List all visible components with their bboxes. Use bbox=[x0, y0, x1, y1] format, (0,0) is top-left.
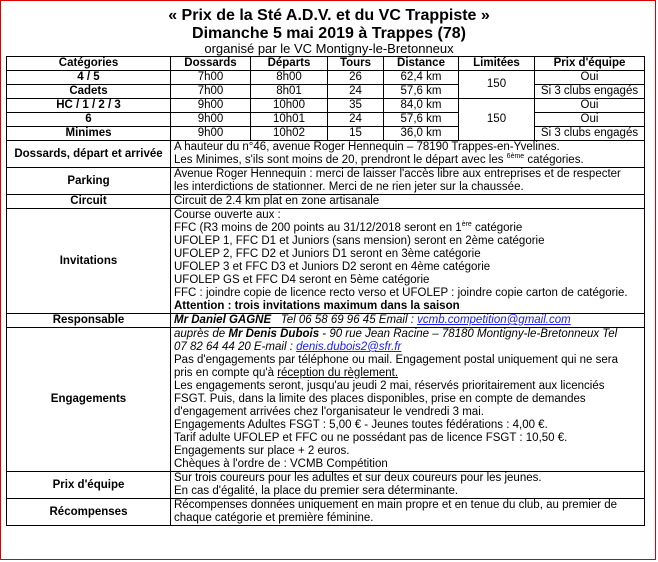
race-category: 4 / 5 bbox=[7, 71, 171, 85]
recompenses-line: chaque catégorie et première féminine. bbox=[174, 512, 374, 524]
responsable-content bbox=[171, 314, 645, 328]
col-prix-equipe: Prix d'équipe bbox=[535, 57, 645, 71]
race-prix: Oui bbox=[535, 99, 645, 113]
dossards-content bbox=[171, 141, 645, 168]
race-dossards: 9h00 bbox=[171, 113, 251, 127]
responsable-label: Responsable bbox=[7, 314, 171, 328]
parking-line-2: les interdictions de stationner. Merci de ne rien jeter sur la chaussée. bbox=[174, 181, 524, 193]
prix-equipe-line: Sur trois coureurs pour les adultes et sur deux coureurs pour les jeunes. bbox=[174, 472, 542, 484]
invitations-content bbox=[171, 209, 645, 314]
engagements-address: auprès de Mr Denis Dubois - 90 rue Jean Racine – 78180 Montigny-le-Bretonneux Tel bbox=[174, 328, 618, 340]
invitations-row bbox=[7, 209, 645, 314]
responsable-name: Mr Daniel GAGNE bbox=[174, 314, 272, 326]
parking-content bbox=[171, 168, 645, 195]
race-distance: 36,0 km bbox=[384, 127, 459, 141]
engagements-line: pris en compte qu'à réception du règlement. bbox=[174, 367, 399, 379]
engagements-email-link[interactable]: denis.dubois2@sfr.fr bbox=[296, 341, 402, 353]
race-tours: 35 bbox=[328, 99, 384, 113]
race-tours: 26 bbox=[328, 71, 384, 85]
engagements-line: FSGT. Puis, dans la limite des places disponibles, prise en compte de demandes bbox=[174, 393, 586, 405]
organizer-subtitle: organisé par le VC Montigny-le-Bretonneux bbox=[204, 41, 454, 56]
engagements-row bbox=[7, 328, 645, 472]
invitations-line: FFC (R3 moins de 200 points au 31/12/2018 seront en 1ère catégorie bbox=[174, 221, 523, 234]
parking-row bbox=[7, 168, 645, 195]
engagements-content bbox=[171, 328, 645, 472]
col-distance: Distance bbox=[384, 57, 459, 71]
invitations-line: UFOLEP 2, FFC D2 et Juniors D1 seront en 3ème catégorie bbox=[174, 248, 481, 260]
race-tours: 24 bbox=[328, 113, 384, 127]
race-category: 6 bbox=[7, 113, 171, 127]
race-distance: 57,6 km bbox=[384, 85, 459, 99]
race-prix: Si 3 clubs engagés bbox=[535, 85, 645, 99]
table-row bbox=[7, 99, 645, 113]
race-tours: 15 bbox=[328, 127, 384, 141]
race-category: Minimes bbox=[7, 127, 171, 141]
col-departs: Départs bbox=[251, 57, 328, 71]
race-dossards: 7h00 bbox=[171, 85, 251, 99]
race-prix: Oui bbox=[535, 71, 645, 85]
race-dossards: 9h00 bbox=[171, 127, 251, 141]
race-depart: 10h01 bbox=[251, 113, 328, 127]
col-limitees: Limitées bbox=[459, 57, 535, 71]
engagements-line: Les engagements seront, jusqu'au jeudi 2 mai, réservés prioritairement aux licenciés bbox=[174, 380, 605, 392]
col-dossards: Dossards bbox=[171, 57, 251, 71]
invitations-label: Invitations bbox=[7, 209, 171, 314]
prix-equipe-row bbox=[7, 472, 645, 499]
circuit-label: Circuit bbox=[7, 195, 171, 209]
race-category: Cadets bbox=[7, 85, 171, 99]
race-dossards: 7h00 bbox=[171, 71, 251, 85]
dossards-label: Dossards, départ et arrivée bbox=[7, 141, 171, 168]
dossards-line-1: A hauteur du n°46, avenue Roger Hennequin – 78190 Trappes-en-Yvelines. bbox=[174, 141, 560, 153]
responsable-row bbox=[7, 314, 645, 328]
recompenses-line: Récompenses données uniquement en main propre et en tenue du club, au premier de bbox=[174, 499, 618, 511]
race-depart: 8h01 bbox=[251, 85, 328, 99]
engagements-line: Chèques à l'ordre de : VCMB Compétition bbox=[174, 458, 388, 470]
responsable-tel: Tel 06 58 69 96 45 Email : bbox=[280, 314, 414, 326]
invitations-line: FFC : joindre copie de licence recto verso et UFOLEP : joindre copie carton de catégorie. bbox=[174, 287, 628, 299]
invitations-line: UFOLEP 1, FFC D1 et Juniors (sans mension) seront en 2ème catégorie bbox=[174, 235, 545, 247]
race-distance: 62,4 km bbox=[384, 71, 459, 85]
race-distance: 84,0 km bbox=[384, 99, 459, 113]
race-limitees: 150 bbox=[459, 71, 535, 99]
circuit-row bbox=[7, 195, 645, 209]
invitations-line: UFOLEP 3 et FFC D3 et Juniors D2 seront en 4ème catégorie bbox=[174, 261, 491, 273]
parking-label: Parking bbox=[7, 168, 171, 195]
invitations-line: UFOLEP GS et FFC D4 seront en 5ème catégorie bbox=[174, 274, 430, 286]
race-tours: 24 bbox=[328, 85, 384, 99]
prix-equipe-content bbox=[171, 472, 645, 499]
engagements-line: Pas d'engagements par téléphone ou mail. Engagement postal uniquement qui ne sera bbox=[174, 354, 618, 366]
recompenses-content bbox=[171, 499, 645, 526]
col-tours: Tours bbox=[328, 57, 384, 71]
title-line-2: Dimanche 5 mai 2019 à Trappes (78) bbox=[192, 25, 466, 42]
dossards-line-2: Les Minimes, s'ils sont moins de 20, prendront le départ avec les $^{6ème}$ catégories. bbox=[174, 153, 584, 166]
prix-equipe-label: Prix d'équipe bbox=[7, 472, 171, 499]
prix-equipe-line: En cas d'égalité, la place du premier sera déterminante. bbox=[174, 485, 459, 497]
table-row bbox=[7, 85, 645, 99]
parking-line-1: Avenue Roger Hennequin : merci de laisser l'accès libre aux entreprises et de respecter bbox=[174, 168, 621, 180]
race-limitees: 150 bbox=[459, 99, 535, 141]
race-prix: Oui bbox=[535, 113, 645, 127]
engagements-label: Engagements bbox=[7, 328, 171, 472]
engagements-line: Engagements Adultes FSGT : 5,00 € - Jeunes toutes fédérations : 4,00 €. bbox=[174, 419, 548, 431]
invitations-warning: Attention : trois invitations maximum dans la saison bbox=[174, 300, 460, 312]
recompenses-row bbox=[7, 499, 645, 526]
recompenses-label: Récompenses bbox=[7, 499, 171, 526]
race-distance: 57,6 km bbox=[384, 113, 459, 127]
engagements-line: Tarif adulte UFOLEP et FFC ou ne possédant pas de licence FSGT : 10,50 €. bbox=[174, 432, 568, 444]
race-dossards: 9h00 bbox=[171, 99, 251, 113]
circuit-content: Circuit de 2.4 km plat en zone artisanale bbox=[171, 195, 645, 209]
table-header-row bbox=[7, 57, 645, 71]
race-prix: Si 3 clubs engagés bbox=[535, 127, 645, 141]
engagements-line: d'engagement arrivées chez l'organisateur le vendredi 3 mai. bbox=[174, 406, 484, 418]
race-depart: 8h00 bbox=[251, 71, 328, 85]
table-row bbox=[7, 127, 645, 141]
race-depart: 10h02 bbox=[251, 127, 328, 141]
dossards-section-row bbox=[7, 141, 645, 168]
race-info-table bbox=[6, 56, 645, 526]
table-row bbox=[7, 71, 645, 85]
title-line-1: « Prix de la Sté A.D.V. et du VC Trappiste » bbox=[168, 7, 490, 24]
table-row bbox=[7, 113, 645, 127]
engagements-line: Engagements sur place + 2 euros. bbox=[174, 445, 350, 457]
race-depart: 10h00 bbox=[251, 99, 328, 113]
engagements-contact: 07 82 64 44 20 E-mail : denis.dubois2@sfr.fr bbox=[174, 341, 402, 353]
invitations-line: Course ouverte aux : bbox=[174, 209, 281, 221]
responsable-email-link[interactable]: vcmb.competition@gmail.com bbox=[417, 314, 571, 326]
race-category: HC / 1 / 2 / 3 bbox=[7, 99, 171, 113]
col-categories: Catégories bbox=[7, 57, 171, 71]
